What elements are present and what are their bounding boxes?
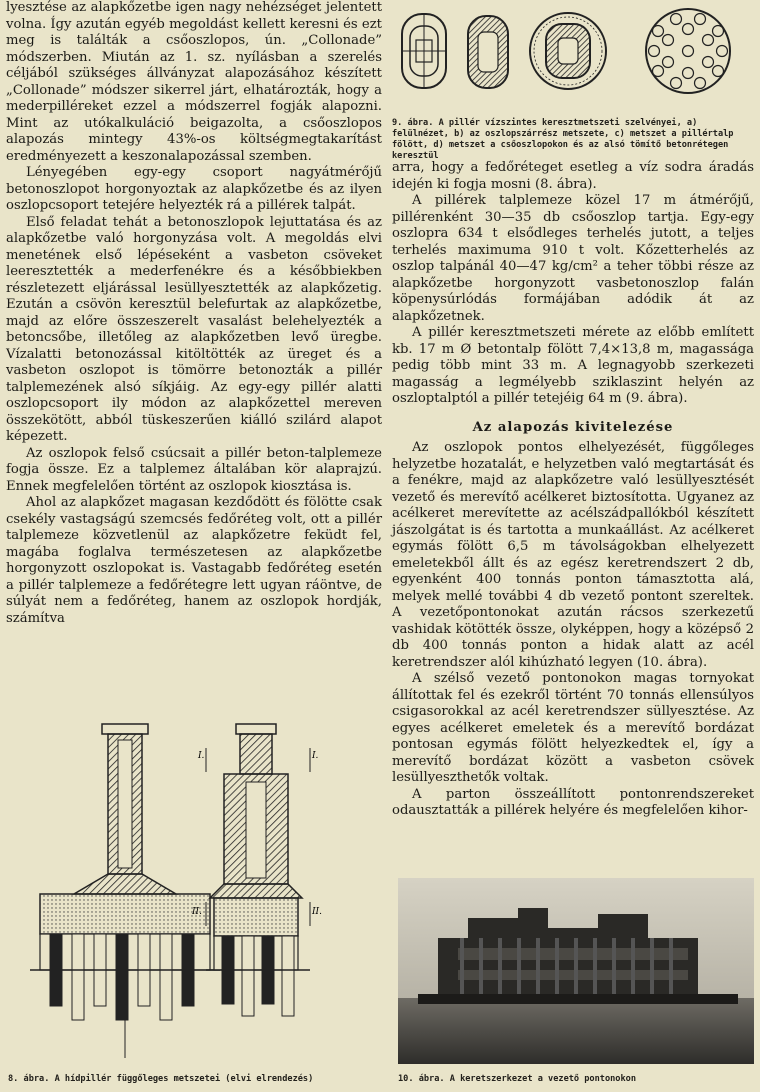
section-heading: Az alapozás kivitelezése [472,419,674,435]
paragraph: lyesztése az alapkőzetbe igen nagy nehézséget jelentett volna. Így azután egyéb megoldást kellett keresni és ezt meg is találták a csőoszlopos, ún. „Collonade” módszerben. Miután az 1. sz. nyílásban a szerelés céljából szükséges állványzat alapozásához készített „Collonade” módszer sikerrel járt, elhatározták, hogy a mederpilléreket ezzel a módszerrel fogják alapozni. Mint az utókalkuláció beigazolta, a csőoszlopos alapozás mintegy 43%-os költségmegtakarítást eredményezett a keszonalapozással szemben. [6,0,382,164]
paragraph: Az oszlopok pontos elhelyezését, függőleges helyzetbe hozatalát, e helyzetben való megtartását és a fenékre, majd az alapkőzetre való lesüllyesztését vezető és merevítő acélkeret biztosította. Ugyanez az acélkeret merevítette az acélszádpallókból készített jászolgátat is és tartotta a munkaállást. Az acélkeret egymás fölött 6,5 m távolságokban elhelyezett emeletekből állt és az egész keretrendszert 2 db, egyenként 400 tonnás ponton támasztotta alá, melyek mellé további 4 db vezető pontont szereltek. A vezetőpontonokat azután rácsos szerkezetű vashidak kötötték össze, olyképpen, hogy a középső 2 db 400 tonnás ponton a hidak alatt az acél keretrendszer alól kihúzható legyen (10. ábra). [392,440,754,670]
paragraph: A parton összeállított pontonrendszereket odausztatták a pillérek helyére és megfelelően kihor- [392,786,754,818]
column-circle [703,57,714,68]
column-circle [663,35,674,46]
column-circle [695,78,706,89]
fig8-label-ii-right: II. [312,907,322,917]
pile-column [242,936,254,1016]
column-circle [683,46,694,57]
column-circle [683,68,694,79]
right-text-column [392,160,754,820]
paragraph: A pillérek talplemeze közel 17 m átmérőjű, pillérenként 30—35 db csőoszlop tartja. Egy-egy oszlopra 634 t elsődleges terhelés jutott, a teljes terhelés maximuma 910 t volt. Kőzetterhelés az oszlop talpánál 40—47 kg/cm² a teher többi része az alapkőzetbe horgonyzott vasbetonoszlop falán köpenysúrlódás formájában adódik át az alapkőzetnek. [392,193,754,324]
column-circle [713,26,724,37]
figure-9-caption: 9. ábra. A pillér vízszintes keresztmetszeti szelvényei, a) felülnézet, b) az oszlopszárrész metszete, c) metszet a pillértalp fölött, d) metszet a csőoszlopokon és az alsó tömítő betonrétegen keresztül [392,118,734,161]
left-text-column [6,0,382,627]
column-circle [649,46,660,57]
column-circle [683,24,694,35]
figure-10-photo [398,878,754,1064]
column-circle [663,57,674,68]
section-i-drawing [30,724,220,1058]
column-circle [653,26,664,37]
fig8-label-i-right: I. [312,751,319,761]
column-circle [695,14,706,25]
paragraph: Ahol az alapkőzet magasan kezdődött és fölötte csak csekély vastagságú szemcsés fedőréteg volt, ott a pillér talplemeze közvetlenül az alapkőzetre feküdt fel, magába foglalva természetesen az alapkőzetbe horgonyzott oszlopokat is. Vastagabb fedőréteg esetén a pillér talplemeze a fedőrétegre lett ugyan ráöntve, de súlyát nem a fedőréteg, hanem az oszlopok hordják, számítva [6,495,382,626]
section-c-above-footing [530,13,606,89]
section-a-top-view [402,14,446,88]
fig8-label-i-left: I. [198,751,205,761]
lattice-bar [669,938,673,998]
lattice-bar [460,938,464,998]
section-b-shaft [468,16,508,88]
column-circle [713,66,724,77]
pile-column [160,934,172,1020]
column-circle [671,14,682,25]
paragraph: Lényegében egy-egy csoport nagyátmérőjű betonoszlopot horgonyoztak az alapkőzetbe és az ilyen oszlopcsoport tetejére helyezték rá a pillérek talpát. [6,165,382,213]
paragraph: A szélső vezető pontonokon magas tornyokat állítottak fel és ezekről történt 70 tonnás ellensúlyos csigasorokkal az acél keretrendszer süllyesztése. Az egyes acélkeret emeletek és a merevítő bordázat pontosan egymás fölött helyezkedtek el, így a merevítő bordázat között a vasbeton csövek lesüllyeszthetők voltak. [392,671,754,785]
lattice-bar [631,938,635,998]
paragraph: Az oszlopok felső csúcsait a pillér beton-talplemeze fogja össze. Ez a talplemez általában kör alaprajzú. Ennek megfelelően történt az oszlopok kiosztása is. [6,445,382,494]
section-ii-drawing [206,724,310,1016]
figure-8-vertical-sections [10,718,380,1064]
lattice-bar [574,938,578,998]
pile-column [282,936,294,1016]
lattice-bar [612,938,616,998]
pile-column [72,934,84,1020]
paragraph: Első feladat tehát a betonoszlopok lejuttatása és az alapkőzetbe való horgonyzása volt. A megoldás elvi menetének első lépéseként a vasbeton csöveket leeresztették a mederfenékre és a későbbiekben részletezett eljárással lesüllyesztették az alapkőzetig. Ezután a csövön keresztül belefurtak az alapkőzetbe, majd az előre összeszerelt vasalást belehelyezték a betoncsőbe, illetőleg az alapkőzetben levő üregbe. Vízalatti betonozással kitöltötték az üreget és a vasbeton oszlopot is tömörre betonozták a pillér talplemezének alsó síkjáig. Az egy-egy pillér alatti oszlopcsoport ily módon az alapkőzettel mereven összekötött, abból tüskeszerűen kiálló szilárd alapot képezett. [6,214,382,444]
column-circle [703,35,714,46]
column-circle [653,66,664,77]
lattice-bar [479,938,483,998]
paragraph: A pillér keresztmetszeti mérete az előbb említett kb. 17 m Ø betontalp fölött 7,4×13,8 m, magassága pedig több mint 33 m. A legnagyobb szerkezeti magasság a legmélyebb sziklaszint helyén az oszloptalptól a pillér tetejéig 64 m (9. ábra). [392,325,754,406]
lattice-bar [517,938,521,998]
figure-8-caption: 8. ábra. A hídpillér függőleges metszetei (elvi elrendezés) [8,1074,314,1084]
figure-9-cross-sections [392,2,756,102]
lattice-bar [498,938,502,998]
lattice-bar [593,938,597,998]
figure-10-caption: 10. ábra. A keretszerkezet a vezető pontonokon [398,1074,636,1084]
column-circle [717,46,728,57]
paragraph: arra, hogy a fedőréteget esetleg a víz sodra áradás idején ki fogja mosni (8. ábra). [392,160,754,192]
column-circle [671,78,682,89]
section-d-columns [646,9,730,93]
lattice-bar [536,938,540,998]
fig8-label-ii-left: II. [192,907,202,917]
pile-column [116,934,128,1020]
lattice-bar [555,938,559,998]
lattice-bar [650,938,654,998]
